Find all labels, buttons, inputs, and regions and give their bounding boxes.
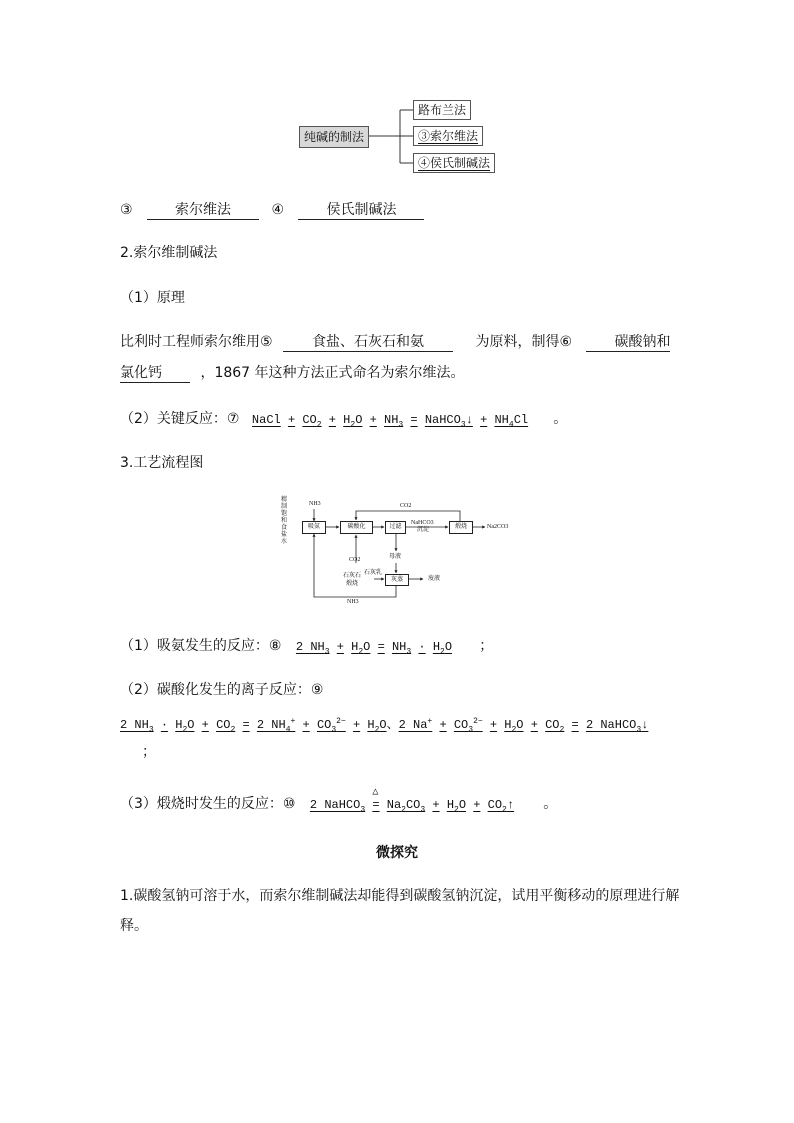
diagram-calcine-small: 煅烧: [346, 581, 359, 587]
key-reaction-line: [120, 409, 567, 435]
diagram-nh3-in: NH3: [309, 501, 321, 507]
section2-sub1: （1）原理: [120, 290, 185, 306]
answer-4-blank: 侯氏制碱法: [298, 201, 424, 220]
diagram-mother-liquor: 母液: [389, 554, 402, 560]
mindmap-branch-3: [413, 153, 495, 173]
micro-title: 微探究: [376, 845, 418, 861]
q3-prefix: （3）煅烧时发生的反应：⑩: [120, 796, 296, 812]
answer-6-blank-part2: 氯化钙: [120, 364, 190, 383]
principle-line1: [120, 332, 670, 352]
answers-row: [120, 200, 424, 220]
mindmap-branch-3-text: ④侯氏制碱法: [418, 156, 491, 170]
answer-3-blank: 索尔维法: [147, 201, 259, 220]
q1-equation: 2 $NH_3 + H_2O = NH_3 \cdot H_2O$: [295, 640, 453, 657]
diagram-nh3-recycle: NH3: [347, 599, 359, 605]
diagram-waste: 废液: [428, 576, 441, 582]
mindmap-connectors: [0, 0, 794, 200]
diagram-product: Na2CO3: [487, 524, 509, 530]
mindmap-branch-1: 路布兰法: [413, 100, 471, 120]
diagram-box-calcine: 煅烧: [449, 521, 473, 534]
q3-line: [120, 787, 558, 820]
principle-line2: [120, 363, 465, 383]
key-reaction-end: 。: [553, 411, 568, 427]
answer-4-number: ④: [271, 202, 285, 218]
q3-equation: 2 NaHCO$_3$ △ = $Na_2CO_3 + H_2O$ + $CO_2↑$: [310, 798, 521, 812]
diagram-box-filter: 过滤: [385, 521, 406, 534]
answer-6-blank-part1: 碳酸钠和: [586, 333, 670, 352]
heat-triangle-icon: △: [372, 787, 379, 798]
micro-q1-line1: 1.碳酸氢钠可溶于水，而索尔维制碱法却能得到碳酸氢钠沉淀，试用平衡移动的原理进行解: [120, 888, 680, 904]
diagram-box-carbonation: 碳酸化: [340, 521, 373, 534]
q2-end: ；: [142, 744, 156, 760]
diagram-box-ash: 灰蒸: [385, 574, 409, 586]
process-flow-arrows: [280, 495, 516, 607]
diagram-precipitate-label: 沉淀: [417, 527, 430, 533]
diagram-nahco3-label: NaHCO3: [411, 520, 434, 526]
q2-line: （2）碳酸化发生的离子反应：⑨: [120, 682, 324, 698]
key-reaction-prefix: （2）关键反应：⑦: [120, 411, 240, 427]
mindmap-root: 纯碱的制法: [299, 126, 369, 148]
answer-3-number: ③: [120, 202, 133, 218]
answer-5-blank: 食盐、石灰石和氨: [283, 333, 453, 352]
diagram-co2-top: CO2: [400, 503, 412, 509]
diagram-limestone: 石灰石: [343, 573, 362, 579]
key-reaction-equation: NaCl + $CO_2 + H_2O + NH_3$ = NaHCO$_3$↓ + $NH_4Cl$: [251, 413, 529, 430]
diagram-co2-mid: CO2: [349, 557, 361, 563]
diagram-box-absorb: 吸氨: [302, 521, 326, 534]
micro-q1-line2: 释。: [120, 918, 148, 934]
section2-title: 2.索尔维制碱法: [120, 245, 218, 261]
principle-prefix: 比利时工程师索尔维用⑤: [120, 334, 273, 350]
q1-end: ；: [479, 638, 494, 654]
diagram-feed: 精制饱和食盐水: [281, 497, 288, 545]
principle-suffix: ，1867 年这种方法正式命名为索尔维法。: [200, 365, 465, 381]
mindmap-branch-2-text: ③索尔维法: [418, 129, 479, 143]
q1-prefix: （1）吸氨发生的反应：⑧: [120, 638, 282, 654]
principle-middle: 为原料，制得⑥: [475, 334, 573, 350]
diagram-lime-milk: 石灰乳: [364, 570, 383, 576]
q3-end: 。: [543, 796, 558, 812]
q2-equation: 2 $NH_3 \cdot H_2O + CO_2 = 2$ $NH_4^+ + CO_3^{2-} + H_2O$、2 $Na^+ + CO_3^{2-} + H_2O + CO_2 = 2$ NaHCO$_3$↓: [120, 717, 649, 735]
mindmap-branch-2: [413, 126, 483, 146]
process-flow-diagram: [280, 495, 516, 607]
section3-title: 3.工艺流程图: [120, 455, 204, 471]
q1-line: [120, 636, 493, 662]
